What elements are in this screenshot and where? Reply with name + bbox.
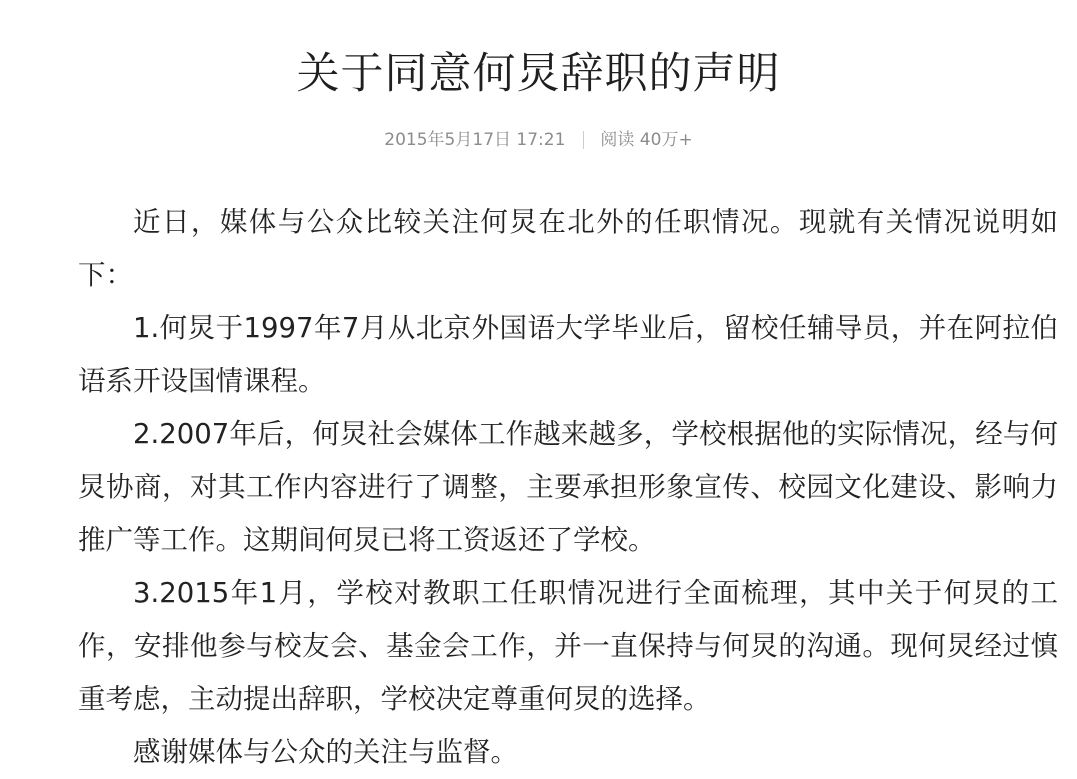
meta-divider [583,131,584,149]
paragraph-closing: 感谢媒体与公众的关注与监督。 [133,736,518,768]
article-title: 关于同意何炅辞职的声明 [296,49,781,99]
paragraph-3: 3.2015年1月，学校对教职工任职情况进行全面梳理，其中关于何炅的工作，安排他参与校友会、基金会工作，并一直保持与何炅的沟通。现何炅经过慎重考虑，主动提出辞职，学校决定尊重何炅的选择。 [78,577,1058,715]
article-meta [0,124,1077,156]
publish-date: 2015年5月17日 17:21 [384,130,566,150]
article-body [78,196,1058,779]
paragraph-2: 2.2007年后，何炅社会媒体工作越来越多，学校根据他的实际情况，经与何炅协商，对其工作内容进行了调整，主要承担形象宣传、校园文化建设、影响力推广等工作。这期间何炅已将工资返还了学校。 [78,418,1058,556]
read-count: 阅读 40万+ [600,130,693,150]
paragraph-1: 1.何炅于1997年7月从北京外国语大学毕业后，留校任辅导员，并在阿拉伯语系开设国情课程。 [78,312,1058,397]
paragraph-intro: 近日，媒体与公众比较关注何炅在北外的任职情况。现就有关情况说明如下： [78,206,1058,291]
